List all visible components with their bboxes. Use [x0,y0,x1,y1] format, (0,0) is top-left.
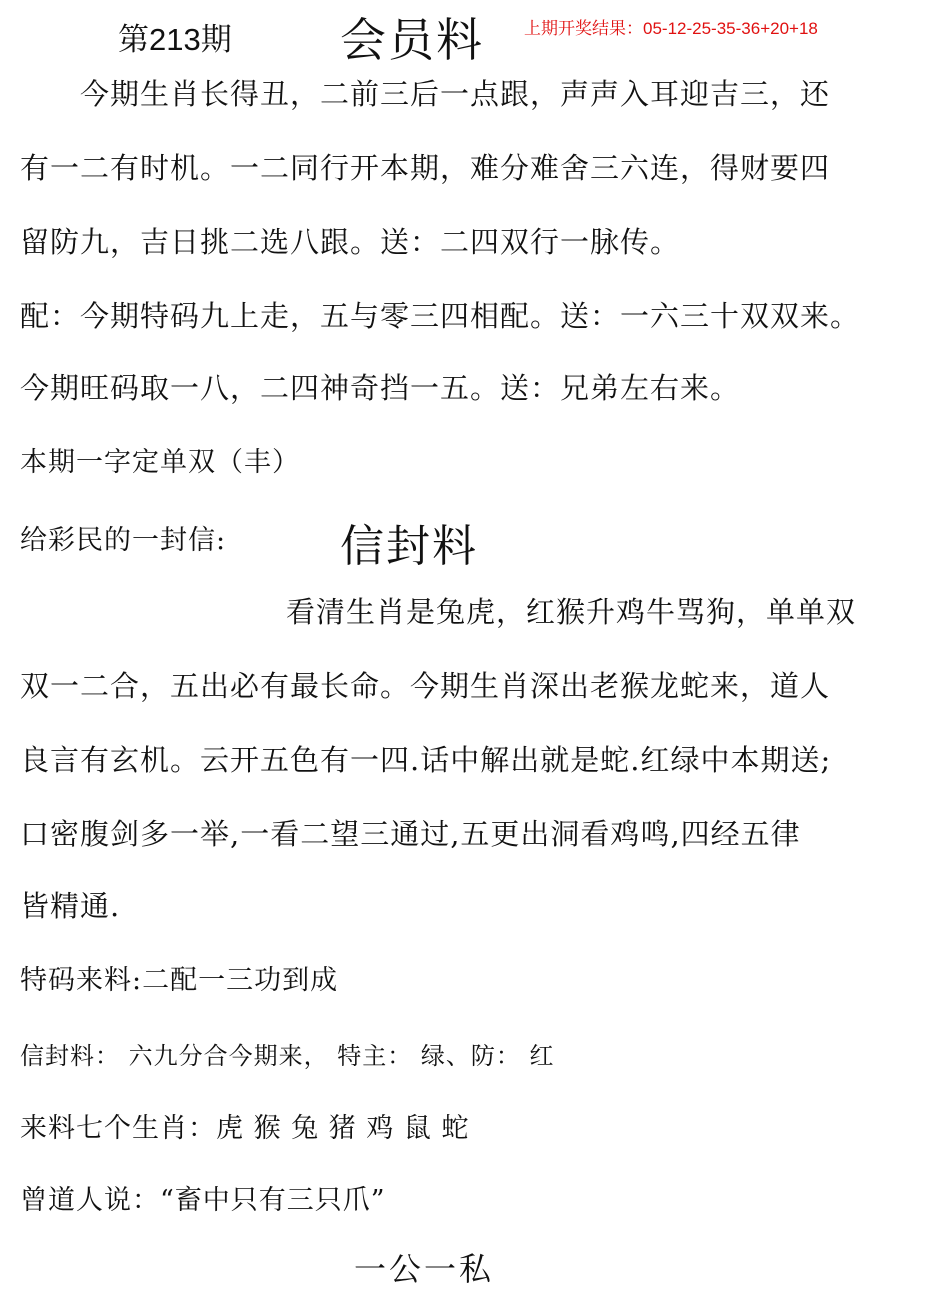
letter-label: 给彩民的一封信: [20,525,227,556]
single-double-line: 本期一字定单双（丰） [20,447,300,478]
letter-line-3: 良言有玄机。云开五色有一四.话中解出就是蛇.红绿中本期送; [20,743,832,777]
letter-line-2: 双一二合，五出必有最长命。今期生肖深出老猴龙蛇来，道人 [20,669,831,703]
page-title: 会员料 [340,13,484,67]
last-result: 上期开奖结果：05-12-25-35-36+20+18 [524,19,818,38]
poem-line-1: 今期生肖长得丑，二前三后一点跟，声声入耳迎吉三，还 [80,77,831,111]
letter-line-4: 口密腹剑多一举,一看二望三通过,五更出洞看鸡鸣,四经五律 [20,817,801,851]
envelope-material-line: 信封料： 六九分合今期来， 特主： 绿、防： 红 [20,1042,555,1070]
zodiac-line: 来料七个生肖：虎 猴 兔 猪 鸡 鼠 蛇 [20,1113,470,1144]
letter-line-5: 皆精通. [20,889,121,923]
poem-line-3: 留防九，吉日挑二选八跟。送：二四双行一脉传。 [20,225,681,259]
letter-title: 信封料 [340,521,478,572]
footer-text: 一公一私 [354,1250,495,1288]
letter-line-1: 看清生肖是兔虎，红猴升鸡牛骂狗，单单双 [286,595,857,629]
poem-line-4: 配：今期特码九上走，五与零三四相配。送：一六三十双双来。 [20,299,861,333]
special-code-line: 特码来料:二配一三功到成 [20,965,339,996]
issue-number: 第213期 [118,22,232,57]
poem-line-2: 有一二有时机。一二同行开本期，难分难舍三六连，得财要四 [20,151,831,185]
daoren-saying: 曾道人说：“畜中只有三只爪” [20,1185,386,1216]
poem-line-5: 今期旺码取一八，二四神奇挡一五。送：兄弟左右来。 [20,371,741,405]
